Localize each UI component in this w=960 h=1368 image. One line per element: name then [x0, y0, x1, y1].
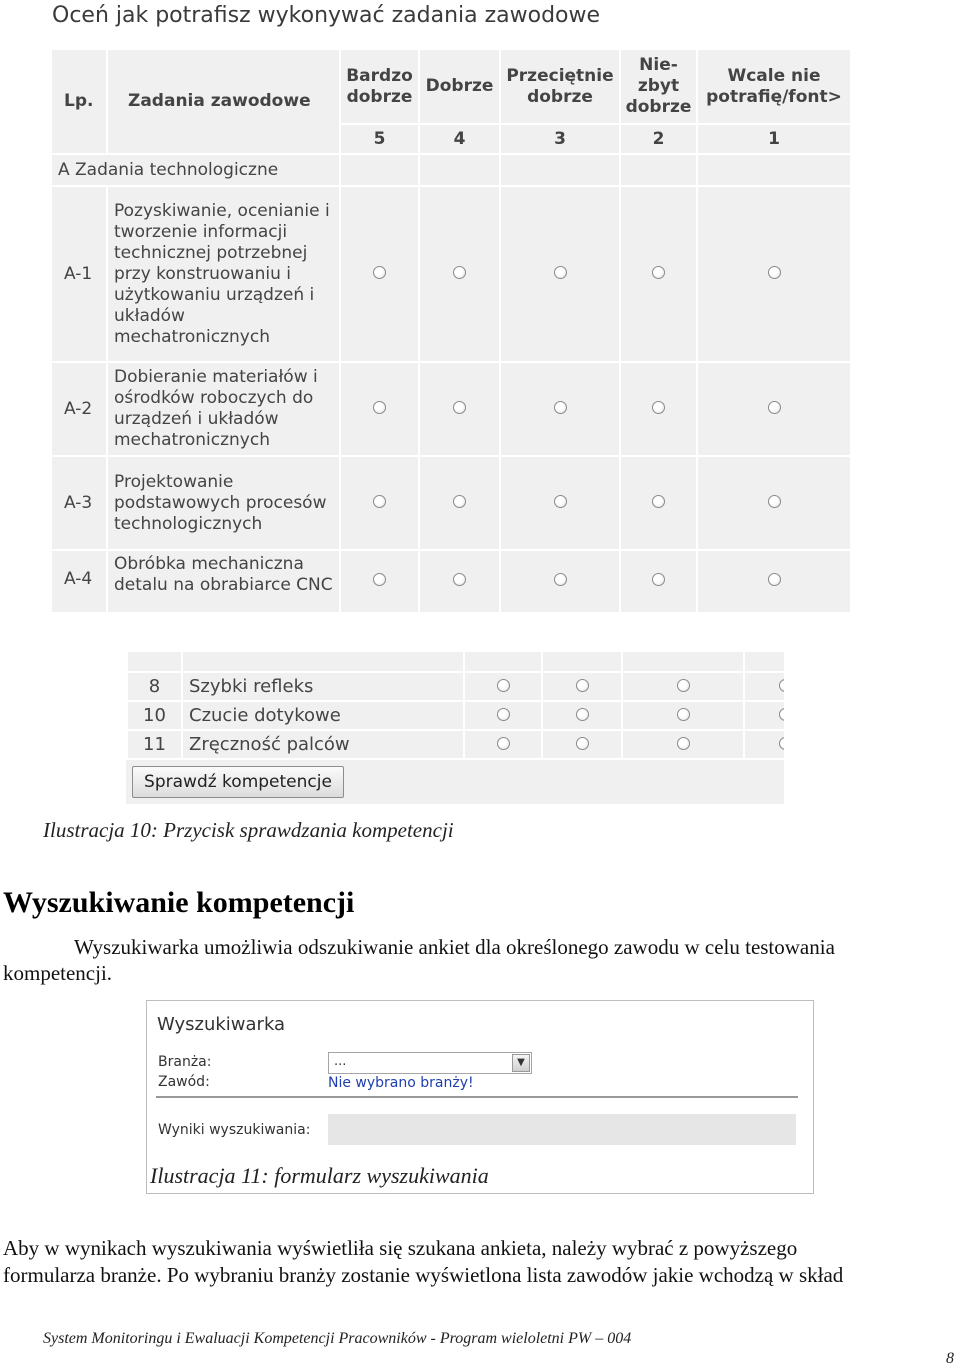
- header-level-1: Wcale nie potrafię/font>: [697, 49, 851, 124]
- radio-2[interactable]: [779, 679, 784, 692]
- paragraph-2-line-1: Aby w wynikach wyszukiwania wyświetliła się szukana ankieta, należy wybrać z powyższego: [3, 1236, 798, 1260]
- radio-4[interactable]: [576, 737, 589, 750]
- search-form-screenshot: [146, 1000, 814, 1194]
- radio-3[interactable]: [554, 401, 567, 414]
- radio-3[interactable]: [554, 495, 567, 508]
- section-label: A Zadania technologiczne: [51, 154, 340, 186]
- radio-2[interactable]: [779, 737, 784, 750]
- table-row: [127, 701, 784, 730]
- row-task-name: Dobieranie materiałów i ośrodków roboczych do urządzeń i układów mechatronicznych: [107, 362, 340, 456]
- score-5: 5: [340, 124, 419, 154]
- zawod-label: Zawód:: [158, 1074, 210, 1090]
- score-2: 2: [620, 124, 697, 154]
- header-lp: Lp.: [51, 49, 107, 154]
- results-box: [328, 1114, 796, 1145]
- radio-1[interactable]: [768, 495, 781, 508]
- branza-select[interactable]: [328, 1052, 532, 1074]
- score-4: 4: [419, 124, 500, 154]
- page-number: 8: [946, 1350, 954, 1367]
- radio-3[interactable]: [677, 737, 690, 750]
- chevron-down-icon[interactable]: ▼: [512, 1054, 530, 1072]
- radio-3[interactable]: [677, 708, 690, 721]
- paragraph-1-line-2: kompetencji.: [3, 961, 113, 985]
- figure-caption-11: Ilustracja 11: formularz wyszukiwania: [150, 1163, 489, 1188]
- radio-2[interactable]: [652, 401, 665, 414]
- row-task-name: Obróbka mechaniczna detalu na obrabiarce CNC: [107, 550, 340, 612]
- rating-table: [50, 48, 852, 612]
- radio-4[interactable]: [453, 266, 466, 279]
- radio-4[interactable]: [453, 495, 466, 508]
- branza-label: Branża:: [158, 1054, 212, 1070]
- radio-2[interactable]: [652, 266, 665, 279]
- radio-5[interactable]: [497, 737, 510, 750]
- table-row: [51, 550, 851, 612]
- radio-1[interactable]: [768, 266, 781, 279]
- radio-5[interactable]: [373, 573, 386, 586]
- branza-selected-value: ...: [334, 1054, 347, 1069]
- paragraph-2-line-2: formularza branże. Po wybraniu branży zostanie wyświetlona lista zawodów jakie wchodzą w skład: [3, 1263, 844, 1287]
- header-level-4: Dobrze: [419, 49, 500, 124]
- check-competencies-button[interactable]: Sprawdź kompetencje: [132, 766, 344, 798]
- radio-4[interactable]: [453, 573, 466, 586]
- paragraph-1-line-1: Wyszukiwarka umożliwia odszukiwanie ankiet dla określonego zawodu w celu testowania: [74, 935, 835, 959]
- radio-1[interactable]: [768, 573, 781, 586]
- skill-table: [126, 652, 784, 760]
- radio-5[interactable]: [373, 401, 386, 414]
- table-row: [127, 672, 784, 701]
- table-divider: [126, 758, 784, 760]
- zawod-message: Nie wybrano branży!: [328, 1075, 474, 1091]
- skill-number: 11: [127, 730, 182, 759]
- radio-4[interactable]: [576, 708, 589, 721]
- skill-name: Czucie dotykowe: [182, 701, 464, 730]
- header-task: Zadania zawodowe: [107, 49, 340, 154]
- button-screenshot: [126, 652, 784, 804]
- radio-5[interactable]: [497, 708, 510, 721]
- header-level-3: Przeciętnie dobrze: [500, 49, 620, 124]
- radio-3[interactable]: [554, 266, 567, 279]
- radio-5[interactable]: [373, 266, 386, 279]
- radio-2[interactable]: [779, 708, 784, 721]
- rating-screenshot: [0, 0, 960, 612]
- form-divider: [156, 1096, 798, 1098]
- rating-title: Oceń jak potrafisz wykonywać zadania zawodowe: [52, 3, 601, 28]
- skill-number: 10: [127, 701, 182, 730]
- score-3: 3: [500, 124, 620, 154]
- row-code: A-1: [51, 186, 107, 362]
- radio-5[interactable]: [497, 679, 510, 692]
- figure-caption-10: Ilustracja 10: Przycisk sprawdzania kompetencji: [43, 818, 454, 842]
- radio-4[interactable]: [576, 679, 589, 692]
- row-code: A-2: [51, 362, 107, 456]
- skill-name: Zręczność palców: [182, 730, 464, 759]
- table-row: [51, 456, 851, 550]
- row-code: A-3: [51, 456, 107, 550]
- table-row: [51, 362, 851, 456]
- radio-3[interactable]: [554, 573, 567, 586]
- skill-name: Szybki refleks: [182, 672, 464, 701]
- table-row: [127, 652, 784, 672]
- header-level-5: Bardzo dobrze: [340, 49, 419, 124]
- radio-2[interactable]: [652, 573, 665, 586]
- radio-1[interactable]: [768, 401, 781, 414]
- header-level-2: Nie-zbyt dobrze: [620, 49, 697, 124]
- page-footer: System Monitoringu i Ewaluacji Kompetencji Pracowników - Program wieloletni PW – 004: [43, 1330, 632, 1347]
- skill-number: 8: [127, 672, 182, 701]
- row-code: A-4: [51, 550, 107, 612]
- radio-5[interactable]: [373, 495, 386, 508]
- search-form-title: Wyszukiwarka: [157, 1014, 286, 1035]
- row-task-name: Pozyskiwanie, ocenianie i tworzenie informacji technicznej potrzebnej przy konstruowaniu i użytkowaniu urządzeń i układów mechatronicznych: [107, 186, 340, 362]
- radio-2[interactable]: [652, 495, 665, 508]
- table-row: [51, 186, 851, 362]
- row-task-name: Projektowanie podstawowych procesów technologicznych: [107, 456, 340, 550]
- radio-4[interactable]: [453, 401, 466, 414]
- score-1: 1: [697, 124, 851, 154]
- section-heading: Wyszukiwanie kompetencji: [3, 886, 355, 919]
- table-row: [127, 730, 784, 759]
- results-label: Wyniki wyszukiwania:: [158, 1122, 311, 1138]
- radio-3[interactable]: [677, 679, 690, 692]
